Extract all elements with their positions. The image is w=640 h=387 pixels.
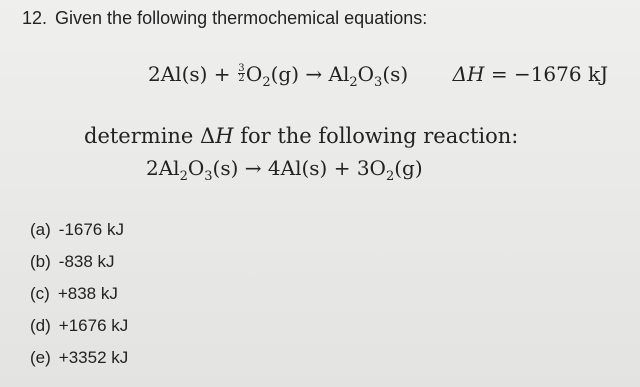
choice-text: +1676 kJ <box>58 316 129 335</box>
target-reaction-equation <box>146 156 423 184</box>
eq1-product-al-subscript: 2 <box>349 75 358 90</box>
choice-letter: (d) <box>30 316 51 335</box>
eq1-oxygen-state: (g) <box>270 62 300 86</box>
answer-choice-b[interactable] <box>30 246 128 278</box>
choice-letter: (c) <box>30 284 50 303</box>
eq1-arrow: → <box>305 62 323 86</box>
eq2-reactant-o: O <box>187 156 205 180</box>
eq1-plus: + <box>213 62 231 86</box>
choice-letter: (b) <box>30 252 51 271</box>
answer-choice-e[interactable] <box>30 342 128 374</box>
eq1-product-state: (s) <box>382 62 409 86</box>
question-header <box>22 8 427 29</box>
eq2-product-oxygen-state: (g) <box>394 156 423 180</box>
eq2-reactant-o-subscript: 3 <box>204 169 213 184</box>
eq2-reactant-al-subscript: 2 <box>179 169 188 184</box>
instruction-variable: H <box>215 124 234 148</box>
eq2-reactant-state: (s) <box>212 156 239 180</box>
reaction-instruction <box>84 124 518 148</box>
delta-h-equals: = <box>490 62 508 86</box>
eq2-product-oxygen: 3O <box>356 156 386 180</box>
eq1-fraction-coefficient <box>238 64 245 83</box>
choice-letter: (a) <box>30 220 51 239</box>
eq1-oxygen-subscript: 2 <box>262 75 271 90</box>
question-number: 12. <box>22 8 48 28</box>
eq2-arrow: → <box>244 156 262 180</box>
choice-text: +3352 kJ <box>58 348 129 367</box>
choice-text: -838 kJ <box>58 252 115 271</box>
eq1-fraction-numerator: 3 <box>238 63 245 74</box>
answer-choice-d[interactable] <box>30 310 128 342</box>
choice-text: -1676 kJ <box>58 220 124 239</box>
eq2-product-oxygen-subscript: 2 <box>385 169 395 184</box>
choice-text: +838 kJ <box>57 284 118 303</box>
instruction-pre: determine Δ <box>84 124 216 148</box>
eq1-product-al: Al <box>328 62 350 86</box>
eq1-product-o-subscript: 3 <box>374 75 383 90</box>
eq2-product-al: 4Al(s) <box>267 156 328 180</box>
eq1-fraction-denominator: 2 <box>238 73 245 84</box>
answer-choice-a[interactable] <box>30 214 128 246</box>
eq1-oxygen: O <box>245 62 263 86</box>
delta-h-value: −1676 kJ <box>513 62 609 86</box>
instruction-post: for the following reaction: <box>233 124 519 148</box>
answer-choices <box>30 214 128 374</box>
eq1-reactant-al: 2Al(s) <box>148 62 208 86</box>
thermochemical-equation <box>148 62 608 90</box>
choice-letter: (e) <box>30 348 51 367</box>
eq2-reactant-al: 2Al <box>146 156 180 180</box>
question-prompt: Given the following thermochemical equations: <box>55 8 428 28</box>
delta-h-label: ΔH <box>452 62 485 86</box>
eq2-plus: + <box>333 156 351 180</box>
answer-choice-c[interactable] <box>30 278 128 310</box>
eq1-product-o: O <box>357 62 375 86</box>
